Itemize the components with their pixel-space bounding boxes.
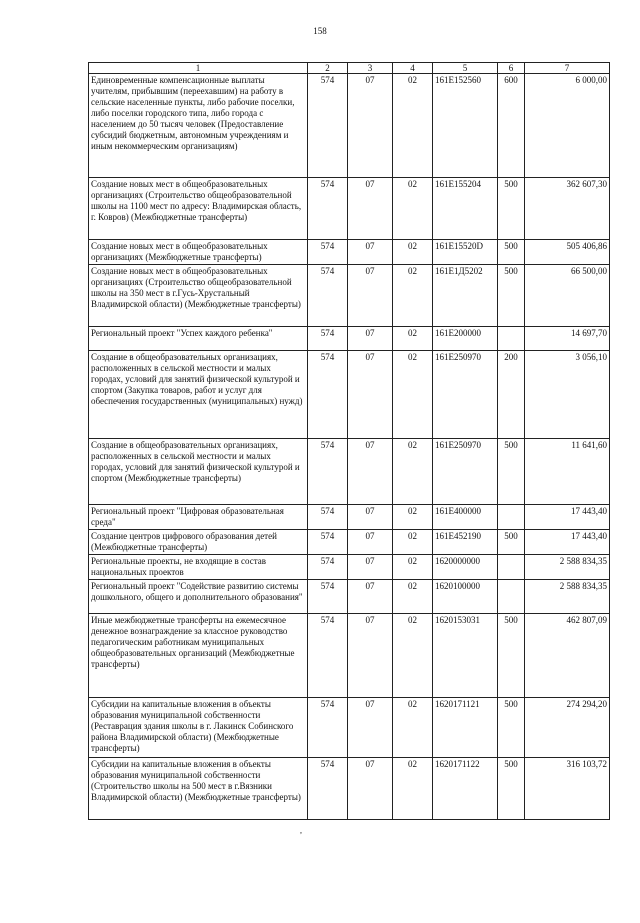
row-ved: 574	[308, 265, 348, 327]
column-header: 7	[525, 63, 610, 74]
row-subsection: 02	[393, 327, 433, 351]
column-header: 1	[89, 63, 308, 74]
row-amount: 505 406,86	[525, 240, 610, 265]
row-target-code: 1620171122	[433, 758, 498, 820]
row-subsection: 02	[393, 698, 433, 758]
row-target-code: 1620100000	[433, 580, 498, 614]
column-header: 5	[433, 63, 498, 74]
row-name: Создание в общеобразовательных организациях, расположенных в сельской местности и малых городах, условий для занятий физической культурой и спортом (Межбюджетные трансферты)	[89, 439, 308, 505]
row-expense-type: 600	[498, 74, 525, 178]
row-expense-type: 500	[498, 614, 525, 698]
row-target-code: 161E152560	[433, 74, 498, 178]
row-subsection: 02	[393, 178, 433, 240]
table-row	[89, 614, 610, 698]
row-expense-type: 500	[498, 178, 525, 240]
table-row	[89, 698, 610, 758]
row-target-code: 161E452190	[433, 530, 498, 555]
row-expense-type: 500	[498, 530, 525, 555]
row-subsection: 02	[393, 555, 433, 580]
row-section: 07	[348, 327, 393, 351]
column-header: 4	[393, 63, 433, 74]
row-target-code: 161E400000	[433, 505, 498, 530]
row-subsection: 02	[393, 758, 433, 820]
row-amount: 2 588 834,35	[525, 580, 610, 614]
row-name: Создание в общеобразовательных организациях, расположенных в сельской местности и малых городах, условий для занятий физической культурой и спортом (Закупка товаров, работ и услуг для обеспечения государственных (муниципальных) нужд)	[89, 351, 308, 439]
budget-table	[88, 62, 610, 820]
row-section: 07	[348, 758, 393, 820]
row-target-code: 161E200000	[433, 327, 498, 351]
row-expense-type: 200	[498, 351, 525, 439]
column-header: 2	[308, 63, 348, 74]
page-number: 158	[313, 26, 327, 36]
row-subsection: 02	[393, 530, 433, 555]
row-name: Региональный проект "Содействие развитию системы дошкольного, общего и дополнительного образования"	[89, 580, 308, 614]
column-header: 6	[498, 63, 525, 74]
row-subsection: 02	[393, 580, 433, 614]
row-amount: 17 443,40	[525, 505, 610, 530]
row-target-code: 1620153031	[433, 614, 498, 698]
row-amount: 316 103,72	[525, 758, 610, 820]
row-ved: 574	[308, 178, 348, 240]
row-ved: 574	[308, 758, 348, 820]
row-amount: 66 500,00	[525, 265, 610, 327]
table-row	[89, 580, 610, 614]
row-name: Субсидии на капитальные вложения в объекты образования муниципальной собственности (Реставрация здания школы в г. Лакинск Собинского района Владимирской области) (Межбюджетные трансферты)	[89, 698, 308, 758]
row-target-code: 161E1Д5202	[433, 265, 498, 327]
row-name: Региональные проекты, не входящие в состав национальных проектов	[89, 555, 308, 580]
row-subsection: 02	[393, 74, 433, 178]
row-expense-type: 500	[498, 265, 525, 327]
row-subsection: 02	[393, 240, 433, 265]
row-amount: 3 056,10	[525, 351, 610, 439]
table-row	[89, 351, 610, 439]
row-amount: 462 807,09	[525, 614, 610, 698]
row-ved: 574	[308, 698, 348, 758]
row-amount: 274 294,20	[525, 698, 610, 758]
row-subsection: 02	[393, 614, 433, 698]
row-ved: 574	[308, 505, 348, 530]
row-expense-type: 500	[498, 240, 525, 265]
row-amount: 14 697,70	[525, 327, 610, 351]
row-name: Региональный проект "Успех каждого ребенка"	[89, 327, 308, 351]
row-ved: 574	[308, 580, 348, 614]
row-ved: 574	[308, 351, 348, 439]
row-section: 07	[348, 74, 393, 178]
header-row	[89, 63, 610, 74]
row-ved: 574	[308, 555, 348, 580]
row-ved: 574	[308, 614, 348, 698]
row-expense-type	[498, 555, 525, 580]
row-section: 07	[348, 555, 393, 580]
table-row	[89, 439, 610, 505]
row-subsection: 02	[393, 505, 433, 530]
column-header: 3	[348, 63, 393, 74]
row-target-code: 161E155204	[433, 178, 498, 240]
row-section: 07	[348, 178, 393, 240]
row-ved: 574	[308, 327, 348, 351]
row-subsection: 02	[393, 265, 433, 327]
row-expense-type: 500	[498, 698, 525, 758]
row-ved: 574	[308, 530, 348, 555]
row-expense-type: 500	[498, 758, 525, 820]
row-section: 07	[348, 265, 393, 327]
row-section: 07	[348, 698, 393, 758]
row-name: Субсидии на капитальные вложения в объекты образования муниципальной собственности (Строительство школы на 500 мест в г.Вязники Владимирской области) (Межбюджетные трансферты)	[89, 758, 308, 820]
row-ved: 574	[308, 74, 348, 178]
row-ved: 574	[308, 439, 348, 505]
row-expense-type	[498, 580, 525, 614]
row-subsection: 02	[393, 439, 433, 505]
row-name: Единовременные компенсационные выплаты учителям, прибывшим (переехавшим) на работу в сельские населенные пункты, либо рабочие поселки, либо поселки городского типа, либо города с населением до 50 тысяч человек (Предоставление субсидий бюджетным, автономным учреждениям и иным некоммерческим организациям)	[89, 74, 308, 178]
table-row	[89, 555, 610, 580]
row-expense-type	[498, 327, 525, 351]
row-amount: 2 588 834,35	[525, 555, 610, 580]
row-target-code: 1620171121	[433, 698, 498, 758]
row-section: 07	[348, 580, 393, 614]
table-row	[89, 74, 610, 178]
scan-mark: ,	[300, 826, 302, 835]
row-amount: 11 641,60	[525, 439, 610, 505]
row-ved: 574	[308, 240, 348, 265]
table-row	[89, 265, 610, 327]
row-amount: 17 443,40	[525, 530, 610, 555]
row-name: Региональный проект "Цифровая образовательная среда"	[89, 505, 308, 530]
row-name: Создание центров цифрового образования детей (Межбюджетные трансферты)	[89, 530, 308, 555]
row-name: Создание новых мест в общеобразовательных организациях (Строительство общеобразовательной школы на 350 мест в г.Гусь-Хрустальный Владимирской области) (Межбюджетные трансферты)	[89, 265, 308, 327]
row-target-code: 161E250970	[433, 351, 498, 439]
table-row	[89, 178, 610, 240]
row-name: Иные межбюджетные трансферты на ежемесячное денежное вознаграждение за классное руководство педагогическим работникам муниципальных общеобразовательных организаций (Межбюджетные трансферты)	[89, 614, 308, 698]
row-target-code: 1620000000	[433, 555, 498, 580]
table-row	[89, 240, 610, 265]
row-amount: 6 000,00	[525, 74, 610, 178]
row-section: 07	[348, 439, 393, 505]
row-subsection: 02	[393, 351, 433, 439]
row-name: Создание новых мест в общеобразовательных организациях (Строительство общеобразовательной школы на 1100 мест по адресу: Владимирская область, г. Ковров) (Межбюджетные трансферты)	[89, 178, 308, 240]
table-row	[89, 758, 610, 820]
row-target-code: 161E15520D	[433, 240, 498, 265]
table-row	[89, 327, 610, 351]
row-name: Создание новых мест в общеобразовательных организациях (Межбюджетные трансферты)	[89, 240, 308, 265]
row-amount: 362 607,30	[525, 178, 610, 240]
row-section: 07	[348, 614, 393, 698]
table-row	[89, 505, 610, 530]
row-section: 07	[348, 351, 393, 439]
row-section: 07	[348, 530, 393, 555]
row-section: 07	[348, 240, 393, 265]
row-expense-type: 500	[498, 439, 525, 505]
row-expense-type	[498, 505, 525, 530]
row-section: 07	[348, 505, 393, 530]
row-target-code: 161E250970	[433, 439, 498, 505]
table-row	[89, 530, 610, 555]
